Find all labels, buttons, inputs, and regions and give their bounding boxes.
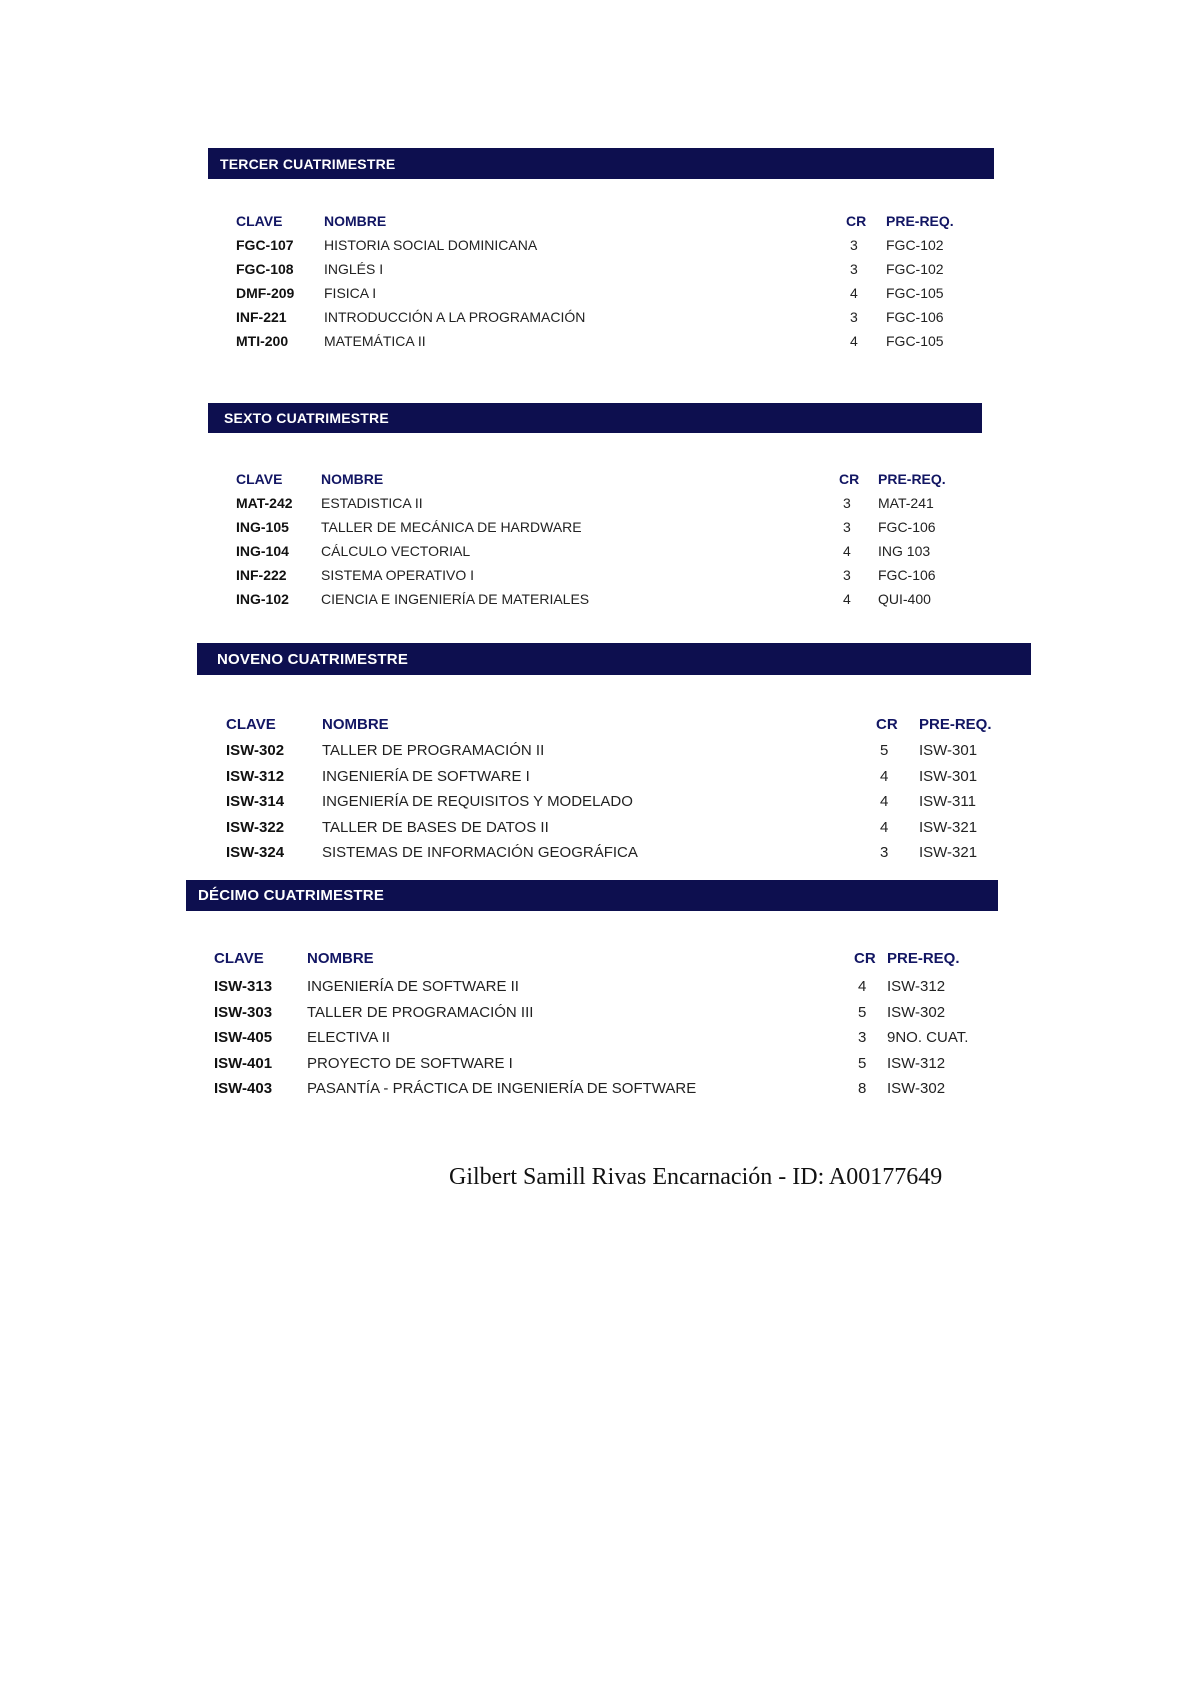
- footer-author-id: Gilbert Samill Rivas Encarnación - ID: A00177649: [449, 1164, 943, 1190]
- course-code: ISW-314: [226, 793, 285, 810]
- course-code: INF-221: [236, 309, 287, 325]
- course-prerequisite: MAT-241: [878, 495, 934, 511]
- course-code: ING-102: [236, 591, 289, 607]
- course-prerequisite: 9NO. CUAT.: [887, 1029, 969, 1046]
- course-credits: 4: [880, 793, 889, 810]
- course-name: PROYECTO DE SOFTWARE I: [307, 1055, 513, 1072]
- course-credits: 4: [858, 978, 867, 995]
- course-name: ELECTIVA II: [307, 1029, 391, 1046]
- course-code: ISW-312: [226, 768, 285, 785]
- course-credits: 4: [850, 333, 858, 349]
- course-credits: 5: [858, 1004, 867, 1021]
- course-credits: 4: [850, 285, 858, 301]
- course-name: CÁLCULO VECTORIAL: [321, 543, 471, 559]
- course-prerequisite: ISW-301: [919, 768, 978, 785]
- column-header-nombre: NOMBRE: [307, 950, 374, 967]
- semester-title: SEXTO CUATRIMESTRE: [224, 410, 389, 426]
- course-code: ISW-405: [214, 1029, 273, 1046]
- course-name: TALLER DE PROGRAMACIÓN III: [307, 1004, 534, 1021]
- column-header-prereq: PRE-REQ.: [887, 950, 960, 967]
- course-prerequisite: ISW-301: [919, 742, 978, 759]
- column-header-nombre: NOMBRE: [321, 471, 384, 487]
- course-code: ISW-403: [214, 1080, 273, 1097]
- course-credits: 5: [858, 1055, 867, 1072]
- course-prerequisite: ISW-302: [887, 1080, 946, 1097]
- semester-title: DÉCIMO CUATRIMESTRE: [198, 887, 385, 904]
- column-header-clave: CLAVE: [236, 471, 283, 487]
- column-header-clave: CLAVE: [236, 213, 283, 229]
- course-credits: 3: [850, 309, 858, 325]
- course-name: TALLER DE PROGRAMACIÓN II: [322, 742, 545, 759]
- course-prerequisite: ISW-321: [919, 844, 978, 861]
- course-code: ING-105: [236, 519, 289, 535]
- column-header-clave: CLAVE: [214, 950, 264, 967]
- semester-title-banner: [208, 403, 982, 433]
- column-header-clave: CLAVE: [226, 716, 276, 733]
- course-credits: 3: [843, 495, 851, 511]
- course-code: MAT-242: [236, 495, 293, 511]
- column-header-cr: CR: [839, 471, 860, 487]
- course-prerequisite: FGC-106: [886, 309, 944, 325]
- course-credits: 3: [843, 519, 851, 535]
- course-code: ISW-401: [214, 1055, 273, 1072]
- course-name: ESTADISTICA II: [321, 495, 423, 511]
- course-prerequisite: ISW-312: [887, 1055, 946, 1072]
- column-header-nombre: NOMBRE: [324, 213, 387, 229]
- semester-title-banner: [197, 643, 1031, 675]
- course-prerequisite: ISW-312: [887, 978, 946, 995]
- column-header-cr: CR: [876, 716, 898, 733]
- course-code: FGC-107: [236, 237, 294, 253]
- course-name: SISTEMA OPERATIVO I: [321, 567, 474, 583]
- course-code: ISW-302: [226, 742, 285, 759]
- semester-title-banner: [186, 880, 998, 911]
- course-prerequisite: ING 103: [878, 543, 931, 559]
- course-name: MATEMÁTICA II: [324, 333, 426, 349]
- course-prerequisite: FGC-102: [886, 261, 944, 277]
- course-code: ISW-322: [226, 819, 285, 836]
- course-prerequisite: FGC-102: [886, 237, 944, 253]
- course-name: INGLÉS I: [324, 261, 384, 277]
- column-header-cr: CR: [854, 950, 876, 967]
- course-name: TALLER DE MECÁNICA DE HARDWARE: [321, 519, 582, 535]
- course-credits: 3: [880, 844, 889, 861]
- column-header-cr: CR: [846, 213, 867, 229]
- course-credits: 4: [843, 543, 851, 559]
- course-prerequisite: FGC-106: [878, 567, 936, 583]
- course-credits: 4: [880, 819, 889, 836]
- course-credits: 5: [880, 742, 889, 759]
- course-code: DMF-209: [236, 285, 295, 301]
- course-credits: 3: [843, 567, 851, 583]
- course-name: FISICA I: [324, 285, 377, 301]
- course-credits: 8: [858, 1080, 867, 1097]
- course-code: ISW-313: [214, 978, 273, 995]
- course-code: INF-222: [236, 567, 287, 583]
- column-header-prereq: PRE-REQ.: [886, 213, 954, 229]
- course-name: INGENIERÍA DE SOFTWARE II: [307, 978, 519, 995]
- course-code: ING-104: [236, 543, 289, 559]
- course-prerequisite: ISW-321: [919, 819, 978, 836]
- course-prerequisite: FGC-106: [878, 519, 936, 535]
- course-name: HISTORIA SOCIAL DOMINICANA: [324, 237, 538, 253]
- course-code: ISW-324: [226, 844, 285, 861]
- course-name: SISTEMAS DE INFORMACIÓN GEOGRÁFICA: [322, 844, 638, 861]
- course-prerequisite: QUI-400: [878, 591, 931, 607]
- course-name: CIENCIA E INGENIERÍA DE MATERIALES: [321, 591, 590, 607]
- course-code: MTI-200: [236, 333, 289, 349]
- course-code: ISW-303: [214, 1004, 273, 1021]
- column-header-nombre: NOMBRE: [322, 716, 389, 733]
- course-name: INTRODUCCIÓN A LA PROGRAMACIÓN: [324, 309, 586, 325]
- course-prerequisite: FGC-105: [886, 285, 944, 301]
- course-name: PASANTÍA - PRÁCTICA DE INGENIERÍA DE SOFTWARE: [307, 1080, 697, 1097]
- semester-title-banner: [208, 148, 994, 179]
- semester-title: NOVENO CUATRIMESTRE: [217, 650, 409, 668]
- course-credits: 3: [850, 237, 858, 253]
- course-name: INGENIERÍA DE REQUISITOS Y MODELADO: [322, 793, 633, 810]
- course-credits: 3: [850, 261, 858, 277]
- course-code: FGC-108: [236, 261, 294, 277]
- course-credits: 4: [880, 768, 889, 785]
- column-header-prereq: PRE-REQ.: [919, 716, 992, 733]
- course-name: INGENIERÍA DE SOFTWARE I: [322, 768, 530, 785]
- course-credits: 3: [858, 1029, 867, 1046]
- column-header-prereq: PRE-REQ.: [878, 471, 946, 487]
- semester-title: TERCER CUATRIMESTRE: [220, 155, 396, 172]
- course-name: TALLER DE BASES DE DATOS II: [322, 819, 549, 836]
- course-credits: 4: [843, 591, 851, 607]
- course-prerequisite: FGC-105: [886, 333, 944, 349]
- course-prerequisite: ISW-302: [887, 1004, 946, 1021]
- course-prerequisite: ISW-311: [919, 793, 976, 810]
